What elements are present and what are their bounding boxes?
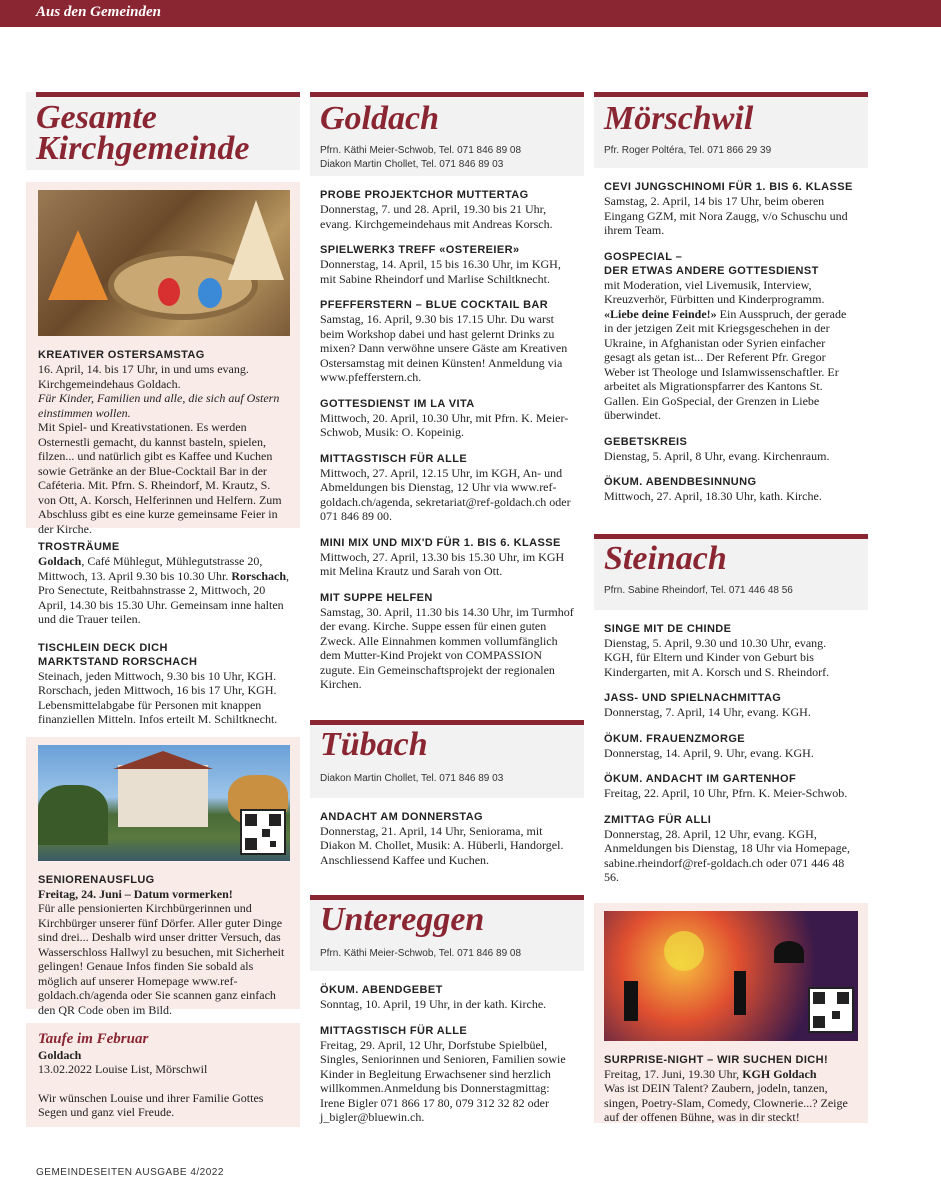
event-heading: ÖKUM. ABENDBESINNUNG (604, 476, 757, 488)
event-text: , Café Mühlegut, Mühlegutstrasse 20, Mittwoch, 13. April 9.30 bis 10.30 Uhr. (38, 554, 263, 583)
event-heading: SURPRISE-NIGHT – WIR SUCHEN DICH! (604, 1053, 829, 1066)
gesamt-title-box (26, 92, 300, 170)
tuebach-title: Tübach (320, 725, 428, 763)
steinach-events (594, 622, 868, 885)
taufe-box (26, 1023, 300, 1127)
place: Goldach (38, 554, 82, 568)
surprise-box (594, 903, 868, 1123)
event-heading: ÖKUM. FRAUENZMORGE (604, 732, 746, 745)
contact-line: Diakon Martin Chollet, Tel. 071 846 89 03 (320, 772, 504, 784)
event-text: Donnerstag, 7. und 28. April, 19.30 bis 21 Uhr, evang. Kirchgemeindehaus mit Andreas Korsch. (320, 202, 553, 231)
taufe-place: Goldach (38, 1047, 82, 1062)
contact-line: Pfrn. Sabine Rheindorf, Tel. 071 446 48 56 (604, 584, 793, 596)
event-heading: ZMITTAG FÜR ALLI (604, 813, 712, 826)
event-heading: MINI MIX UND MIX'D FÜR 1. BIS 6. KLASSE (320, 536, 561, 549)
event-heading: PROBE PROJEKTCHOR MUTTERTAG (320, 189, 529, 201)
event-text: Gemeinsam inne halten und die Trauer teilen. (38, 597, 284, 626)
event-text: 16. April, 14. bis 17 Uhr, in und ums evang. Kirchgemeindehaus Goldach. (38, 362, 249, 391)
event-heading: ÖKUM. ANDACHT IM GARTENHOF (604, 773, 797, 785)
moerschwil-events (594, 180, 868, 504)
ostersamstag-box (26, 182, 300, 536)
event-text: Mittwoch, 27. April, 12.15 Uhr, im KGH, An- und Abmeldungen bis Dienstag, 12 Uhr via www.ref-goldach.ch/agenda, sekretariat@ref-goldach.ch oder 071 846 89 00. (320, 465, 571, 523)
event-heading: DER ETWAS ANDERE GOTTESDIENST (604, 264, 819, 277)
event-text: Steinach, jeden Mittwoch, 9.30 bis 10 Uhr, KGH. Rorschach, jeden Mittwoch, 16 bis 17 Uhr, KGH. Lebensmittelabgabe für Personen mit knappen finanziellen Mitteln. Infos erteilt M. Schiltknecht. (38, 668, 278, 726)
goldach-events (310, 188, 584, 692)
event-text: Dienstag, 5. April, 8 Uhr, evang. Kirchenraum. (604, 448, 830, 463)
contact-line: Pfrn. Käthi Meier-Schwob, Tel. 071 846 89 08 (320, 948, 522, 959)
column-gesamt (26, 92, 300, 1127)
event-heading: MIT SUPPE HELFEN (320, 591, 433, 604)
event-text: Für alle pensionierten Kirchbürgerinnen und Kirchbürger unserer fünf Dörfer. Aller guter Dinge sind drei... Deshalb wird unser dritter Versuch, das Wasserschloss Hallwyl zu besuchen, mit Sicherheit gelingen! Genaue Infos finden Sie sobald als möglich auf unserer Homepage www.ref-goldach.ch/agenda oder Sie scannen ganz einfach den QR Code oben im Bild. (38, 901, 285, 1017)
untereggen-events (310, 983, 584, 1125)
event-heading: TISCHLEIN DECK DICH MARKTSTAND RORSCHACH (38, 641, 198, 668)
steinach-title-box (594, 534, 868, 610)
event-text: Freitag, 17. Juni, 19.30 Uhr, (604, 1066, 743, 1081)
taufe-line: 13.02.2022 Louise List, Mörschwil (38, 1062, 208, 1076)
event-heading: MITTAGSTISCH FÜR ALLE (320, 1024, 468, 1037)
event-text: Samstag, 16. April, 9.30 bis 17.15 Uhr. Du warst beim Workshop dabei und hast gelernt Drinks zu mixen? Dann verwöhne unsere Gäste am Kreativen Ostersamstag mit deinen Künsten! Anmeldung via www.pfefferstern.ch. (320, 312, 568, 384)
fireworks-photo (604, 911, 858, 1041)
event-text: mit Moderation, viel Livemusik, Interview, Kreuzverhör, Fürbitten und Kinderprogramm. «Liebe deine Feinde!» Ein Ausspruch, der gerade in der jetzigen Zeit mit Kriegsgeschehen in der Ukraine, in Afghanistan oder Syrien einfacher gesagt als getan ist... Der Referent Pfr. Gregor Weber ist Theologe und Islamwissenschaftler. Er arbeitet als Migrationspfarrer des Kantons St. Gallen. Ein GoSpecial, der Grenzen in Liebe überwindet. (604, 277, 847, 422)
section-header: Aus den Gemeinden (36, 4, 162, 20)
event-heading: SINGE MIT DE CHINDE (604, 622, 732, 635)
event-heading: JASS- UND SPIELNACHMITTAG (604, 692, 782, 704)
event-heading: PFEFFERSTERN – BLUE COCKTAIL BAR (320, 299, 549, 311)
event-heading: GOTTESDIENST IM LA VITA (320, 397, 475, 410)
event-heading: ÖKUM. ABENDGEBET (320, 984, 443, 996)
trostraeume (26, 540, 300, 727)
contact-line: Pfr. Roger Poltéra, Tel. 071 866 29 39 (604, 145, 772, 156)
event-heading: KREATIVER OSTERSAMSTAG (38, 349, 205, 361)
event-text: Samstag, 30. April, 11.30 bis 14.30 Uhr, im Turmhof der evang. Kirche. Suppe essen für einen guten Zweck. Alle Einnahmen kommen vollumfänglich dem Mutter-Kind Projekt von COMPASSION zugute. Ein Gemeinschaftsprojekt der regionalen Kirchen. (320, 604, 574, 691)
event-text: Dienstag, 5. April, 9.30 und 10.30 Uhr, evang. KGH, für Eltern und Kinder von Geburt bis Kindergarten, mit A. Korsch und S. Rheindorf. (604, 635, 830, 679)
event-text: Freitag, 29. April, 12 Uhr, Dorfstube Spielbüel, Singles, Seniorinnen und Senioren, Familien sowie Kinder in Begleitung Erwachsener sind herzlich willkommen.Anmeldung bis Donnerstagmittag: Irene Bigler 071 866 17 80, 079 312 32 82 oder j_bigler@bluewin.ch. (320, 1037, 566, 1124)
seniorenausflug-box (26, 737, 300, 1017)
page-footer: GEMEINDESEITEN AUSGABE 4/2022 (36, 1167, 224, 1178)
moerschwil-title: Mörschwil (604, 100, 754, 137)
event-text: Donnerstag, 21. April, 14 Uhr, Seniorama, mit Diakon M. Chollet, Musik: A. Hüberli, Handorgel. Anschliessend Kaffee und Kuchen. (320, 823, 564, 867)
event-text: Donnerstag, 14. April, 9. Uhr, evang. KGH. (604, 745, 814, 760)
event-heading: SPIELWERK3 TREFF «OSTEREIER» (320, 244, 520, 256)
event-text: Freitag, 22. April, 10 Uhr, Pfrn. K. Meier-Schwob. (604, 786, 848, 800)
event-text: Donnerstag, 14. April, 15 bis 16.30 Uhr, im KGH, mit Sabine Rheindorf und Marlise Schiltknecht. (320, 257, 561, 286)
gesamt-title: Gesamte Kirchgemeinde (36, 99, 250, 167)
event-text: Sonntag, 10. April, 19 Uhr, in der kath. Kirche. (320, 997, 547, 1011)
event-text: Samstag, 2. April, 14 bis 17 Uhr, beim oberen Eingang GZM, mit Nora Zaugg, v/o Schuschu und ihrem Team. (604, 194, 848, 237)
event-heading: CEVI JUNGSCHINOMI FÜR 1. BIS 6. KLASSE (604, 181, 853, 193)
contact-line: Pfrn. Käthi Meier-Schwob, Tel. 071 846 89 08 (320, 145, 522, 156)
column-goldach (310, 92, 584, 1125)
event-heading: MITTAGSTISCH FÜR ALLE (320, 452, 468, 465)
taufe-wish: Wir wünschen Louise und ihrer Familie Gottes Segen und ganz viel Freude. (38, 1090, 264, 1119)
untereggen-title-box (310, 895, 584, 971)
event-italic: Für Kinder, Familien und alle, die sich auf Ostern einstimmen wollen. (38, 391, 280, 420)
event-text: Was ist DEIN Talent? Zaubern, jodeln, tanzen, singen, Poetry-Slam, Comedy, Clownerie...? Zeige auf der offenen Bühne, was in dir steckt! (604, 1081, 848, 1124)
event-text: Mittwoch, 20. April, 10.30 Uhr, mit Pfrn. K. Meier-Schwob, Musik: O. Kopeinig. (320, 410, 569, 439)
place: Rorschach (231, 568, 287, 583)
event-place: KGH Goldach (742, 1066, 817, 1081)
qr-code[interactable] (808, 987, 854, 1033)
tuebach-title-box (310, 720, 584, 798)
event-heading: GOSPECIAL – (604, 250, 683, 263)
event-text: , Pro Senectute, Reitbahnstrasse 2, Mittwoch, 20 April, 14.30 bis 15.30 Uhr. (38, 568, 290, 612)
event-text: Mit Spiel- und Kreativstationen. Es werden Osternestli gemacht, du kannst basteln, spielen, filzen... und natürlich gibt es Kaffee und Kuchen sowie Getränke an der Blue-Cocktail Bar in der Caféteria. Mit. Pfrn. S. Rheindorf, M. Krautz, S. von Ott, A. Korsch, Helferinnen und Helfern. Zum Abschluss gibt es eine kurze gemeinsame Feier in der Kirche. (38, 420, 282, 536)
tuebach-events (310, 810, 584, 868)
event-text: Mittwoch, 27. April, 18.30 Uhr, kath. Kirche. (604, 489, 822, 503)
untereggen-title: Untereggen (320, 901, 485, 938)
goldach-title: Goldach (320, 100, 439, 137)
event-heading: ANDACHT AM DONNERSTAG (320, 810, 484, 823)
castle-photo (38, 745, 290, 861)
easter-nest-photo (38, 190, 290, 336)
taufe-title: Taufe im Februar (38, 1030, 149, 1047)
qr-code[interactable] (240, 809, 286, 855)
steinach-title: Steinach (604, 539, 727, 577)
moerschwil-title-box (594, 92, 868, 168)
event-heading: SENIORENAUSFLUG (38, 873, 155, 886)
goldach-title-box (310, 92, 584, 176)
event-text: Mittwoch, 27. April, 13.30 bis 15.30 Uhr, im KGH mit Melina Krautz und Sarah von Ott. (320, 549, 565, 578)
event-heading: TROSTRÄUME (38, 541, 120, 553)
section-header-bar (0, 0, 941, 27)
event-date: Freitag, 24. Juni – Datum vormerken! (38, 886, 233, 901)
column-moerschwil (594, 92, 868, 1123)
event-heading: GEBETSKREIS (604, 435, 688, 448)
contact-line: Diakon Martin Chollet, Tel. 071 846 89 03 (320, 159, 504, 170)
event-text: Donnerstag, 28. April, 12 Uhr, evang. KGH, Anmeldungen bis Dienstag, 18 Uhr via Homepage, sabine.rheindorf@ref-goldach.ch oder 071 446 48 56. (604, 826, 850, 884)
event-text: Donnerstag, 7. April, 14 Uhr, evang. KGH. (604, 705, 811, 719)
